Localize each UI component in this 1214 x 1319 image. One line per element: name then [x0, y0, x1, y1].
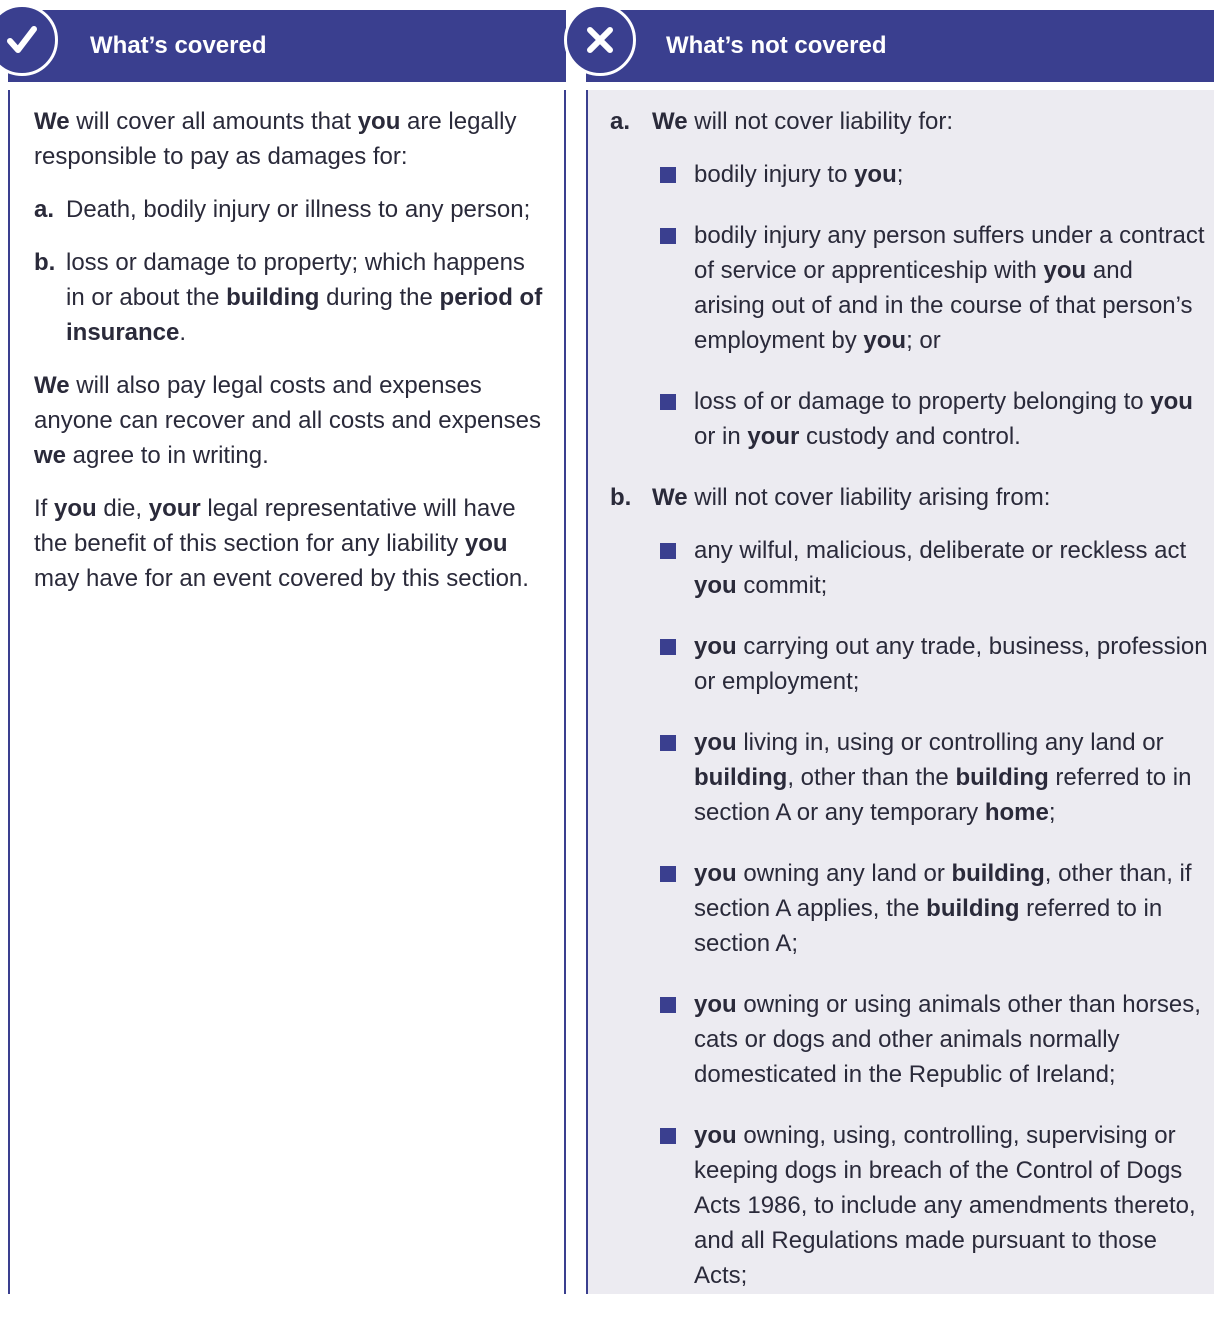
bold-term: you	[1043, 257, 1087, 284]
lead-text	[652, 104, 953, 139]
bold-term: you	[694, 860, 737, 887]
text-segment: carrying out any trade, business, profession or employment;	[694, 633, 1208, 695]
text-segment: custody and control.	[799, 423, 1021, 450]
list-item	[34, 192, 544, 227]
bullet-item	[660, 987, 1210, 1092]
bullet-item	[660, 856, 1210, 961]
text-segment: living in, using or controlling any land or	[736, 729, 1164, 756]
text-segment: and arising out of and in the course of that person’s employment by	[694, 257, 1193, 354]
text-segment: or in	[694, 423, 748, 450]
text-segment: bodily injury any person suffers under a contract of service or apprenticeship with	[694, 222, 1205, 284]
bullet-item	[660, 384, 1210, 454]
text-segment: , other than, if section A applies, the	[694, 860, 1192, 922]
text-segment: commit;	[736, 572, 828, 599]
covered-items	[34, 192, 544, 350]
bullet-text	[694, 222, 1205, 354]
exclusion-group-lead	[610, 104, 1210, 139]
text-segment: die,	[96, 495, 149, 522]
bold-term: your	[747, 423, 800, 450]
bullet-text	[694, 161, 903, 188]
bold-term: you	[464, 530, 508, 557]
bold-term: We	[652, 484, 688, 511]
bold-term: period of insurance	[66, 284, 543, 346]
bold-term: building	[694, 764, 788, 791]
bold-term: your	[148, 495, 201, 522]
covered-legal-costs	[34, 368, 544, 473]
lead-text	[652, 480, 1050, 515]
text-segment: may have for an event covered by this section.	[34, 565, 529, 592]
text-segment: .	[179, 319, 187, 346]
bold-term: you	[1150, 388, 1193, 415]
bullet-text	[694, 537, 1186, 599]
bold-term: We	[652, 108, 688, 135]
square-bullet-icon	[660, 866, 676, 882]
bold-term: building	[926, 895, 1020, 922]
not-covered-content	[610, 104, 1210, 1319]
not-covered-column	[586, 0, 1214, 1294]
bold-term: building	[226, 284, 320, 311]
bold-term: you	[694, 572, 737, 599]
bold-term: home	[984, 799, 1049, 826]
bullet-item	[660, 533, 1210, 603]
covered-content	[34, 104, 544, 614]
not-covered-header	[586, 10, 1214, 82]
text-segment: referred to in section A;	[694, 895, 1163, 957]
bold-term: you	[854, 161, 897, 188]
bullet-item	[660, 629, 1210, 699]
cross-icon	[564, 4, 636, 76]
list-item	[34, 245, 544, 350]
bullet-item	[660, 1118, 1210, 1293]
bold-term: you	[694, 633, 737, 660]
square-bullet-icon	[660, 167, 676, 183]
square-bullet-icon	[660, 997, 676, 1013]
bold-term: you	[357, 108, 401, 135]
bold-term: you	[694, 1122, 737, 1149]
text-segment: agree to in writing.	[66, 442, 269, 469]
covered-intro	[34, 104, 544, 174]
bullet-item	[660, 157, 1210, 192]
bold-term: We	[34, 108, 70, 135]
text-segment: will not cover liability arising from:	[687, 484, 1051, 511]
covered-header	[8, 10, 566, 82]
text-segment: If	[34, 495, 55, 522]
square-bullet-icon	[660, 735, 676, 751]
square-bullet-icon	[660, 394, 676, 410]
bold-term: We	[34, 372, 70, 399]
bullet-text	[694, 991, 1201, 1088]
text-segment: ; or	[906, 327, 941, 354]
text-segment: , other than the	[787, 764, 956, 791]
square-bullet-icon	[660, 1128, 676, 1144]
text-segment: loss of or damage to property belonging to	[694, 388, 1151, 415]
bullet-text	[694, 633, 1208, 695]
covered-column	[0, 0, 566, 1294]
bold-term: we	[34, 442, 67, 469]
exclusion-group-lead	[610, 480, 1210, 515]
bold-term: you	[694, 729, 737, 756]
exclusion-bullets	[610, 157, 1210, 454]
bullet-text	[694, 729, 1191, 826]
bold-term: building	[955, 764, 1049, 791]
bold-term: building	[951, 860, 1045, 887]
bullet-text	[694, 860, 1192, 957]
bullet-item	[660, 725, 1210, 830]
text-segment: legal representative will have the benefit of this section for any liability	[34, 495, 516, 557]
list-marker: a.	[34, 196, 55, 223]
covered-death-clause	[34, 491, 544, 596]
text-segment: referred to in section A or any temporary	[694, 764, 1192, 826]
text-segment: will also pay legal costs and expenses anyone can recover and all costs and expenses	[34, 372, 541, 434]
text-segment: owning, using, controlling, supervising or keeping dogs in breach of the Control of Dogs Acts 1986, to include any amendments thereto, and all Regulations made pursuant to those Acts;	[694, 1122, 1196, 1289]
bullet-text	[694, 1122, 1196, 1289]
text-segment: owning any land or	[736, 860, 952, 887]
covered-title: What’s covered	[90, 32, 267, 59]
list-text	[66, 245, 544, 350]
exclusion-bullets	[610, 533, 1210, 1293]
list-marker: b.	[610, 484, 632, 511]
text-segment: will not cover liability for:	[687, 108, 953, 135]
square-bullet-icon	[660, 543, 676, 559]
text-segment: loss or damage to property; which happens in or about the	[66, 249, 525, 311]
text-segment: during the	[319, 284, 440, 311]
text-segment: are legally responsible to pay as damages for:	[34, 108, 517, 170]
text-segment: Death, bodily injury or illness to any person;	[66, 196, 531, 223]
text-segment: ;	[1048, 799, 1056, 826]
text-segment: any wilful, malicious, deliberate or reckless act	[694, 537, 1187, 564]
list-text	[66, 192, 544, 227]
square-bullet-icon	[660, 228, 676, 244]
text-segment: ;	[896, 161, 904, 188]
list-marker: a.	[610, 108, 631, 135]
text-segment: will cover all amounts that	[69, 108, 358, 135]
bold-term: you	[54, 495, 97, 522]
square-bullet-icon	[660, 639, 676, 655]
bullet-item	[660, 218, 1210, 358]
bold-term: you	[694, 991, 737, 1018]
list-marker: b.	[34, 249, 56, 276]
not-covered-title: What’s not covered	[666, 32, 887, 59]
bold-term: you	[863, 327, 907, 354]
bullet-text	[694, 388, 1193, 450]
text-segment: owning or using animals other than horses, cats or dogs and other animals normally domesticated in the Republic of Ireland;	[694, 991, 1201, 1088]
text-segment: bodily injury to	[694, 161, 855, 188]
